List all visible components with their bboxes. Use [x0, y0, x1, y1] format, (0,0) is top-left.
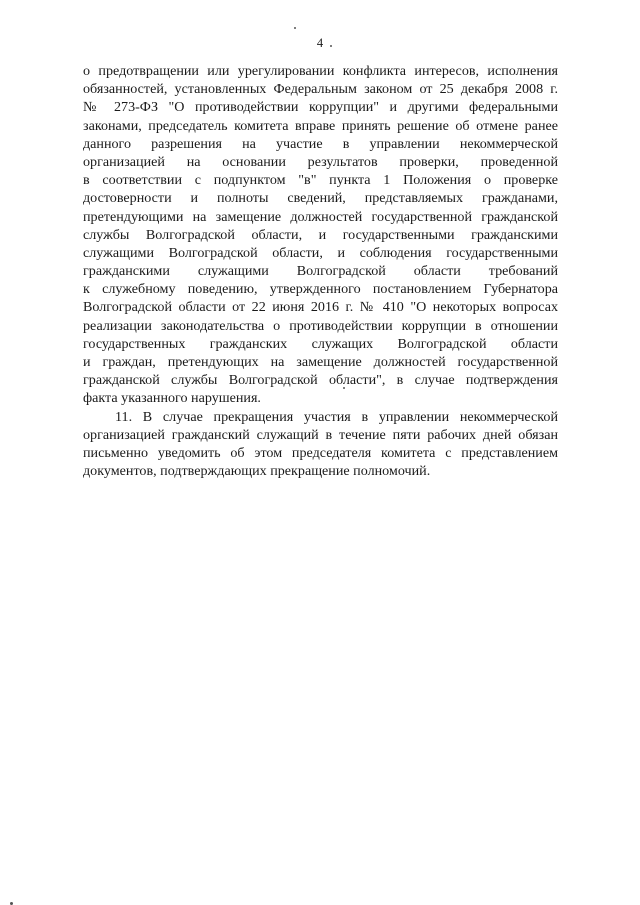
scan-speck [294, 27, 296, 29]
text-line: служащими Волгоградской области, и соблюдения государственными [83, 244, 558, 261]
text-line: о предотвращении или урегулировании конфликта интересов, исполнения [83, 63, 558, 79]
text-line: организацией на основании результатов проверки, проведенной [83, 153, 558, 170]
document-body [83, 62, 558, 480]
paragraph-conflict-of-interest [83, 62, 558, 408]
text-line: службы Волгоградской области, и государственными гражданскими [83, 226, 558, 243]
text-line: законами, председатель комитета вправе принять решение об отмене ранее [83, 117, 558, 134]
text-line: в соответствии с подпунктом "в" пункта 1 Положения о проверке [83, 172, 558, 189]
text-line: 11. В случае прекращения участия в управлении некоммерческой [115, 408, 558, 425]
text-line: реализации законодательства о противодействии коррупции в отношении [83, 317, 558, 334]
text-line: гражданской службы Волгоградской области", в случае подтверждения [83, 372, 558, 389]
text-line: Волгоградской области от 22 июня 2016 г. № 410 "О некоторых вопросах [83, 299, 558, 316]
text-line: претендующими на замещение должностей государственной гражданской [83, 208, 558, 225]
text-line: гражданскими служащими Волгоградской области требований [83, 263, 558, 280]
text-line: достоверности и полноты сведений, представляемых гражданами, [83, 190, 558, 207]
text-line: документов, подтверждающих прекращение полномочий. [83, 463, 431, 480]
text-line: данного разрешения на участие в управлении некоммерческой [83, 135, 558, 152]
text-line: организацией гражданский служащий в течение пяти рабочих дней обязан [83, 426, 558, 443]
text-line: письменно уведомить об этом председателя комитета с представлением [83, 444, 558, 461]
text-line: обязанностей, установленных Федеральным законом от 25 декабря 2008 г. [83, 81, 558, 98]
text-line: и граждан, претендующих на замещение должностей государственной [83, 354, 558, 370]
text-line: государственных гражданских служащих Волгоградской области [83, 335, 558, 352]
paragraph-item-11 [83, 408, 558, 481]
scan-speck [330, 45, 332, 47]
text-line: № 273-ФЗ "О противодействии коррупции" и другими федеральными [83, 99, 558, 116]
text-line: к служебному поведению, утвержденного постановлением Губернатора [83, 281, 558, 298]
page-number: 4 [316, 36, 324, 50]
text-line: факта указанного нарушения. [83, 390, 261, 407]
